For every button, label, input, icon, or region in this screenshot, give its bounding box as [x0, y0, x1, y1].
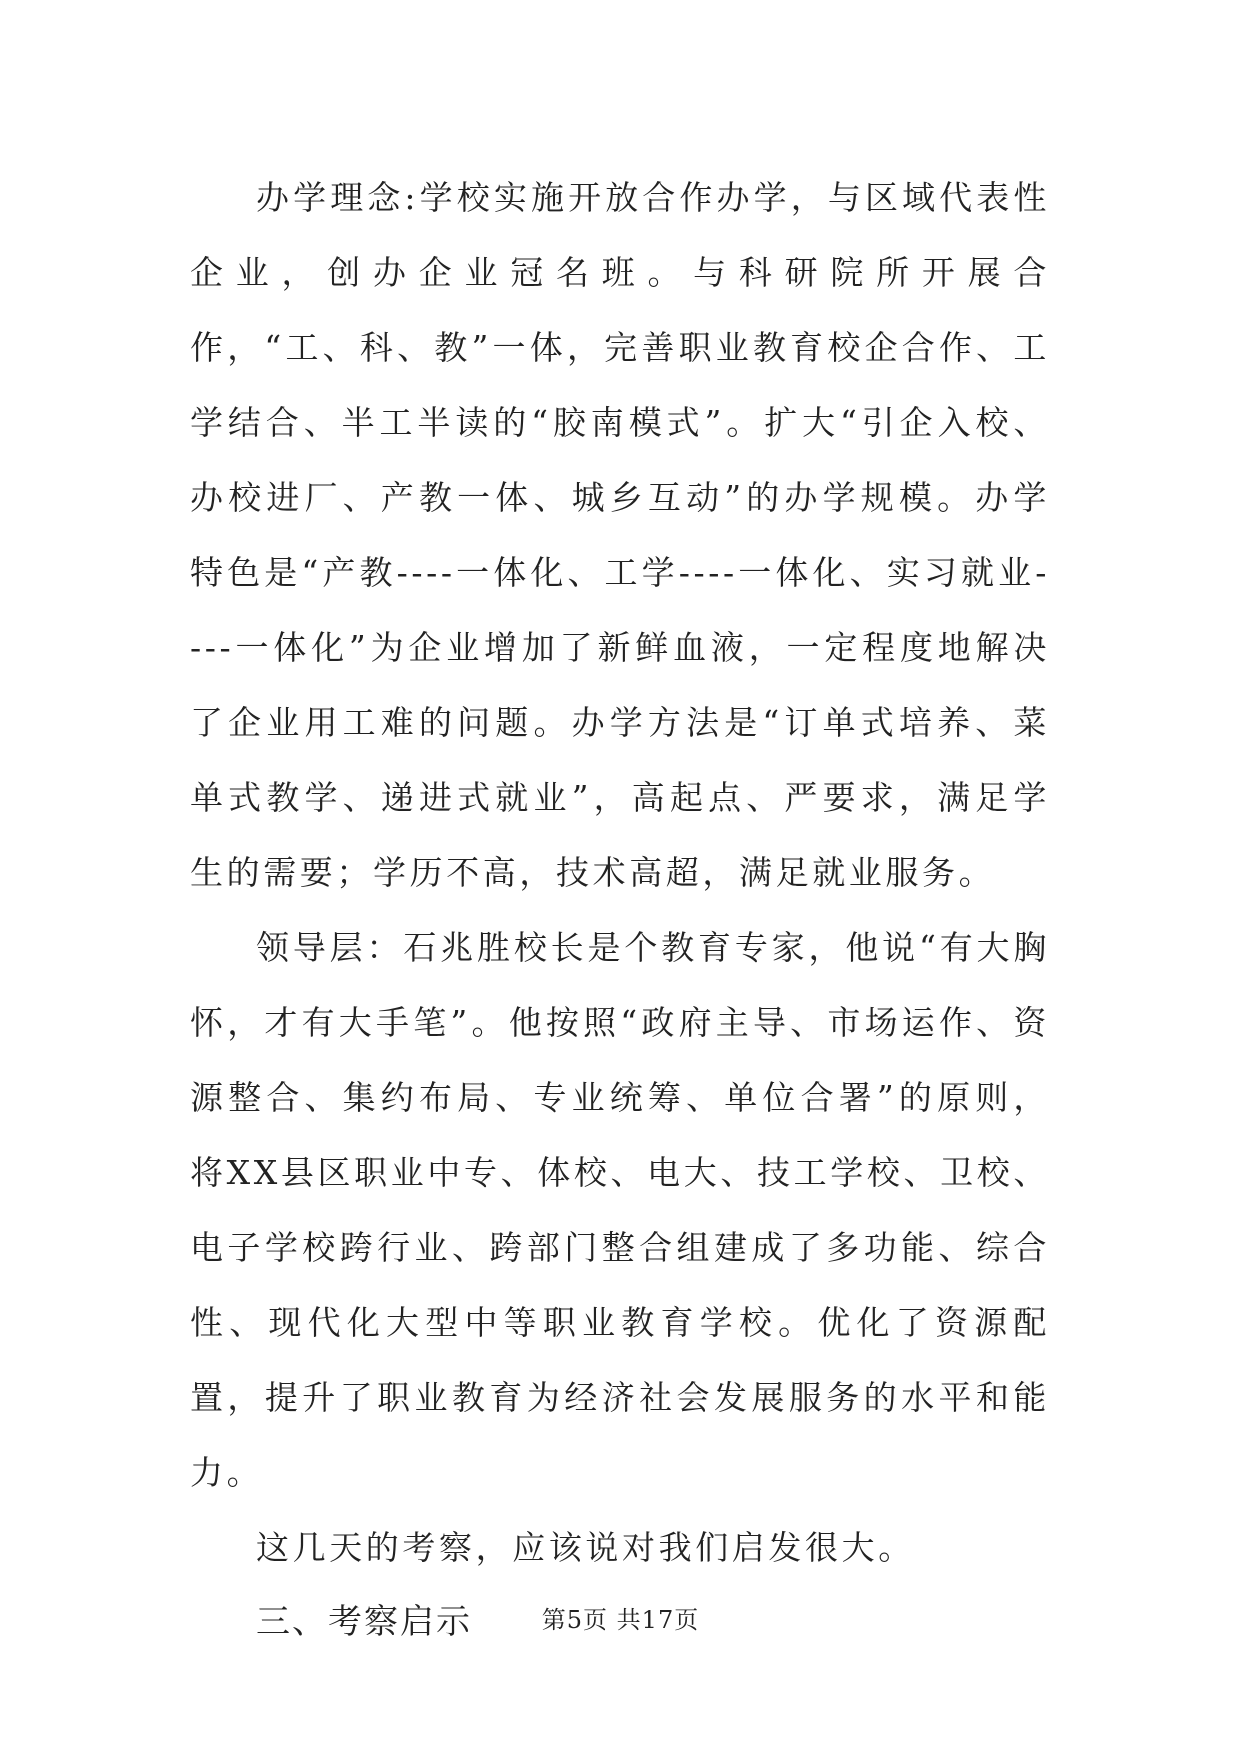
paragraph-school-philosophy: 办学理念:学校实施开放合作办学，与区域代表性企业，创办企业冠名班。与科研院所开展合作，“工、科、教”一体，完善职业教育校企合作、工学结合、半工半读的“胶南模式”。扩大“引企入校、办校进厂、产教一体、城乡互动”的办学规模。办学特色是“产教----一体化、工学----一体化、实习就业----一体化”为企业增加了新鲜血液，一定程度地解决了企业用工难的问题。办学方法是“订单式培养、菜单式教学、递进式就业”，高起点、严要求，满足学生的需要；学历不高，技术高超，满足就业服务。	[190, 178, 1050, 892]
paragraph-inspection-remark: 这几天的考察，应该说对我们启发很大。	[256, 1528, 915, 1567]
paragraph-leadership: 领导层：石兆胜校长是个教育专家，他说“有大胸怀，才有大手笔”。他按照“政府主导、市场运作、资源整合、集约布局、专业统筹、单位合署”的原则，将XX县区职业中专、体校、电大、技工学校、卫校、电子学校跨行业、跨部门整合组建成了多功能、综合性、现代化大型中等职业教育学校。优化了资源配置，提升了职业教育为经济社会发展服务的水平和能力。	[190, 928, 1050, 1492]
document-body	[190, 160, 1050, 1660]
section-heading: 三、考察启示	[256, 1602, 472, 1642]
page-number-footer: 第5页 共17页	[541, 1606, 700, 1634]
